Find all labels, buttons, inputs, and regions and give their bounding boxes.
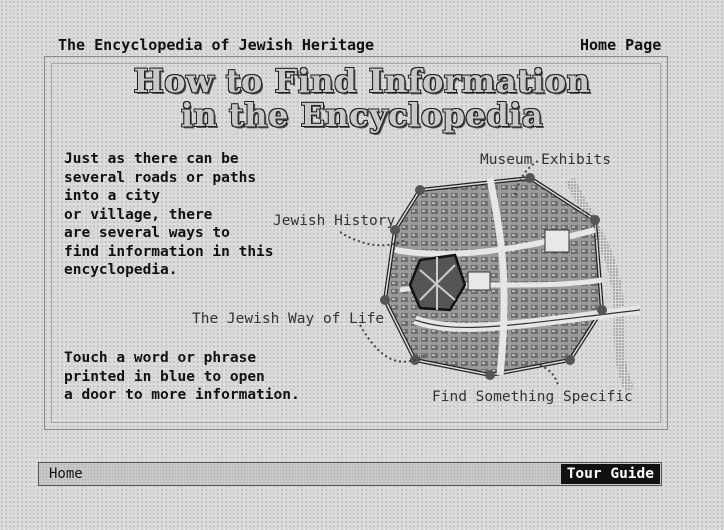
jewish-way-of-life-link[interactable]: The Jewish Way of Life [192, 311, 385, 327]
header-title: The Encyclopedia of Jewish Heritage [58, 36, 375, 54]
touch-instructions: Touch a word or phrase printed in blue to open a door to more information. [64, 350, 300, 403]
tour-guide-button[interactable]: Tour Guide [561, 464, 660, 484]
city-map-illustration [340, 160, 640, 400]
museum-exhibits-link[interactable]: Museum Exhibits [480, 152, 611, 168]
page-title-line-1: How to Find Information [133, 62, 591, 100]
intro-text: Just as there can be several roads or paths into a city or village, there are several ways to find information in this encyclopedia. [64, 151, 274, 278]
page-title-line-2: in the Encyclopedia [180, 96, 544, 134]
home-page-link[interactable]: Home Page [580, 36, 662, 54]
jewish-history-link[interactable]: Jewish History [273, 213, 396, 229]
footer-bar [38, 462, 662, 486]
footer-home-link[interactable]: Home [49, 466, 83, 482]
find-something-specific-link[interactable]: Find Something Specific [432, 389, 633, 405]
